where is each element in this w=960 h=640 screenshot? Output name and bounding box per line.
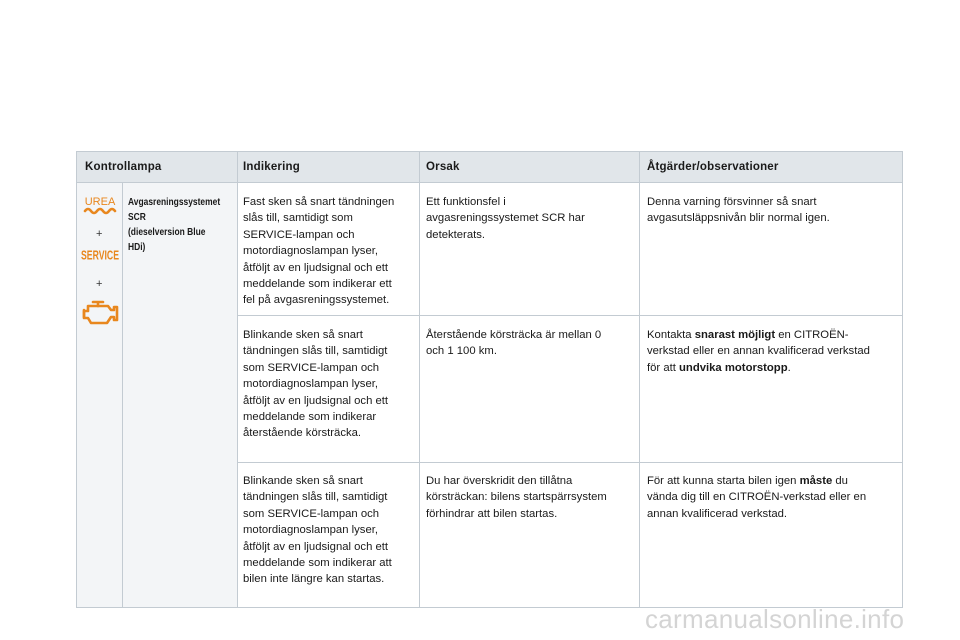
text-line: Återstående körsträcka är mellan 0 [426, 329, 602, 341]
emphasis-text: måste [799, 475, 833, 487]
row-divider [237, 462, 902, 463]
text-line: körsträckan: bilens startspärrsystem [426, 491, 607, 504]
system-name [128, 195, 220, 255]
header-indikering: Indikering [243, 161, 300, 173]
column-divider [419, 152, 420, 607]
text-line: meddelande som indikerar [243, 411, 377, 424]
warning-lamp-table [76, 151, 903, 608]
row-1-action [647, 194, 830, 227]
column-divider [639, 152, 640, 607]
text-line: bilen inte längre kan startas. [243, 573, 385, 586]
text-line: åtföljt av en ljudsignal och ett [243, 540, 389, 553]
text-run: du [832, 475, 848, 487]
text-line: meddelande som indikerar att [243, 557, 392, 570]
text-line: som SERVICE-lampan och [243, 361, 380, 374]
row-3-action [647, 473, 866, 522]
text-line [647, 327, 870, 343]
text-line: och 1 100 km. [426, 345, 497, 358]
urea-icon-label: UREA [84, 196, 116, 208]
text-run: en CITROËN- [775, 329, 849, 341]
text-line: avgasreningssystemet SCR har [426, 212, 585, 225]
emphasis-text: undvika motorstopp [679, 361, 788, 374]
text-line: åtföljt av en ljudsignal och ett [243, 394, 389, 407]
header-kontrollampa: Kontrollampa [85, 161, 162, 173]
row-2-action [647, 327, 870, 376]
system-name-line: SCR [128, 212, 146, 223]
table-header [77, 152, 902, 183]
text-line: SERVICE-lampan och [243, 228, 355, 241]
text-line: detekterats. [426, 228, 486, 241]
text-run: Kontakta [647, 329, 695, 341]
text-line: tändningen slås till, samtidigt [243, 345, 388, 358]
text-line: Du har överskridit den tillåtna [426, 475, 573, 487]
text-line [647, 473, 866, 489]
watermark: carmanualsonline.info [645, 604, 905, 634]
text-line: verkstad eller en annan kvalificerad verkstad [647, 345, 870, 358]
row-3-cause [426, 473, 607, 522]
header-orsak: Orsak [426, 161, 460, 173]
service-icon-label: SERVICE [81, 248, 119, 263]
row-divider [237, 315, 902, 316]
text-line: motordiagnoslampan lyser, [243, 524, 379, 537]
row-3-indication [243, 473, 392, 588]
column-divider [237, 152, 238, 607]
system-name-line: HDi) [128, 242, 146, 253]
urea-warning-icon [82, 194, 118, 216]
text-line [647, 360, 870, 376]
text-line: förhindrar att bilen startas. [426, 507, 558, 520]
text-line: åtföljt av en ljudsignal och ett [243, 261, 389, 274]
text-line: Blinkande sken så snart [243, 475, 363, 487]
header-atgarder: Åtgärder/observationer [647, 161, 779, 173]
text-run: för att [647, 361, 680, 374]
text-line: Fast sken så snart tändningen [243, 196, 395, 208]
emphasis-text: snarast möjligt [694, 329, 776, 341]
engine-warning-icon [81, 298, 119, 326]
column-divider [122, 183, 123, 607]
text-line: tändningen slås till, samtidigt [243, 491, 388, 504]
text-line: vända dig till en CITROËN-verkstad eller en [647, 491, 867, 504]
text-run: För att kunna starta bilen igen [647, 475, 800, 487]
text-line: motordiagnoslampan lyser, [243, 245, 379, 258]
text-line: återstående körsträcka. [243, 427, 362, 440]
text-run: . [787, 361, 791, 374]
text-line: Ett funktionsfel i [426, 196, 506, 208]
plus-sign: + [96, 278, 103, 290]
row-2-cause [426, 327, 601, 360]
service-warning-icon [80, 248, 120, 262]
text-line: som SERVICE-lampan och [243, 507, 380, 520]
text-line: fel på avgasreningssystemet. [243, 294, 390, 307]
system-name-line: Avgasreningssystemet [128, 197, 221, 208]
system-name-line: (dieselversion Blue [128, 227, 206, 238]
text-line: meddelande som indikerar ett [243, 278, 392, 291]
text-line: Blinkande sken så snart [243, 329, 363, 341]
plus-sign: + [96, 228, 103, 240]
text-line: motordiagnoslampan lyser, [243, 378, 379, 391]
row-1-indication [243, 194, 394, 309]
row-1-cause [426, 194, 585, 243]
row-2-indication [243, 327, 388, 442]
text-line: slås till, samtidigt som [243, 212, 353, 225]
text-line: Denna varning försvinner så snart [647, 196, 817, 208]
text-line: avgasutsläppsnivån blir normal igen. [647, 212, 830, 225]
text-line: annan kvalificerad verkstad. [647, 507, 788, 520]
